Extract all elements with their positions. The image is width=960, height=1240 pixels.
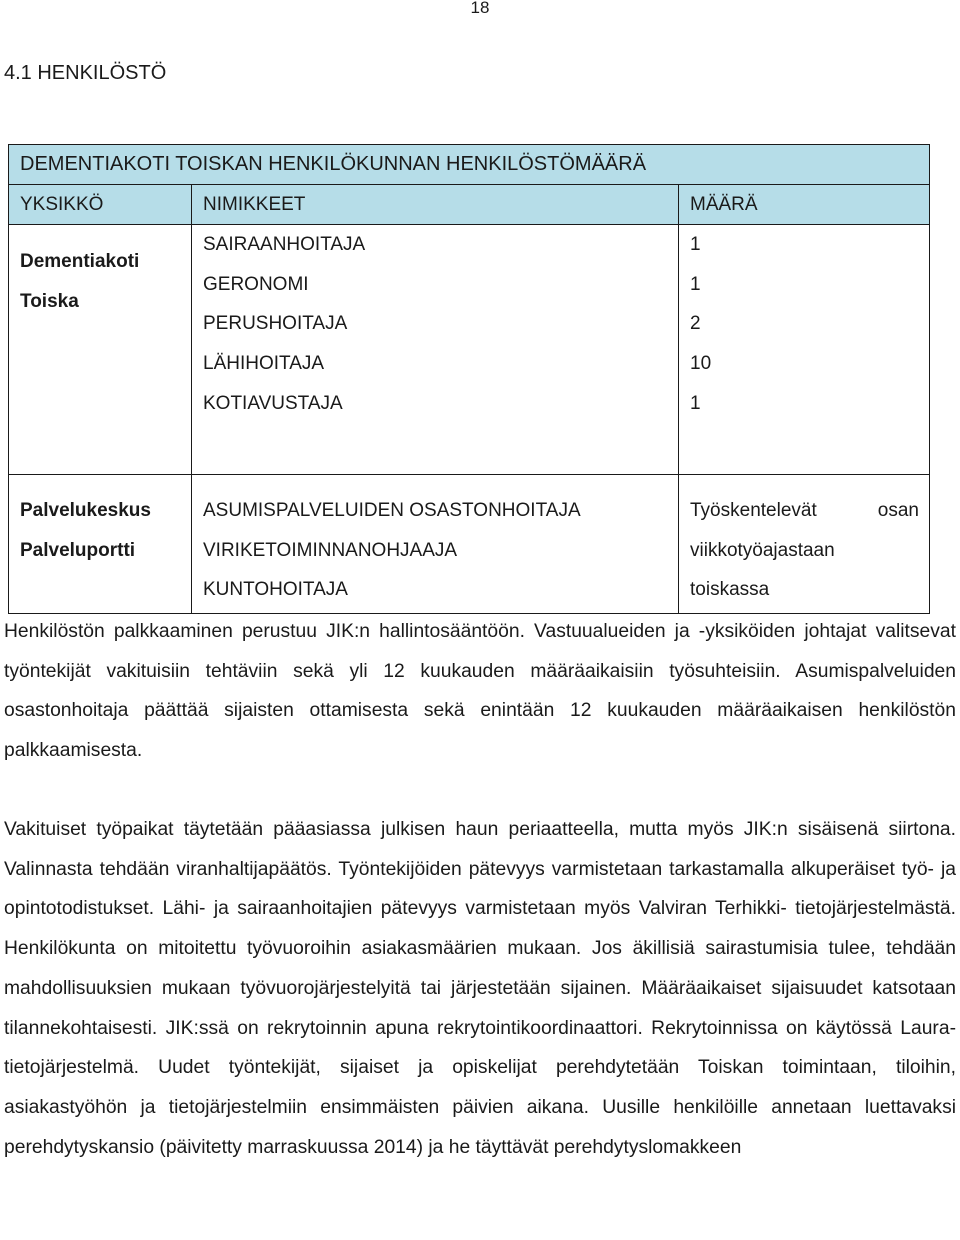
staffing-table [8,144,930,614]
job-title: VIRIKETOIMINNANOHJAAJA [203,539,458,561]
header-unit: YKSIKKÖ [9,185,192,225]
unit-name: Palveluportti [20,539,136,561]
note-word: Työskentelevät [690,500,817,521]
header-count: MÄÄRÄ [679,185,930,225]
unit-cell [9,225,192,475]
paragraph-hiring-process: Vakituiset työpaikat täytetään pääasiassa julkisen haun periaatteella, mutta myös JIK:n sisäisenä siirtona. Valinnasta tehdään viranhaltijapäätös. Työntekijöiden pätevyys varmistetaan tarkastamalla alkuperäiset työ- ja opintotodistukset. Lähi- ja sairaanhoitajien pätevyys varmistetaan myös Valviran Terhikki- tietojärjestelmästä. Henkilökunta on mitoitettu työvuoroihin asiakasmäärien mukaan. Jos äkillisiä sairastumisia tulee, tehdään mahdollisuuksien mukaan työvuorojärjestelyitä tai järjestetään sijainen. Määräaikaiset sijaisuudet katsotaan tilannekohtaisesti. JIK:ssä on rekrytoinnin apuna rekrytointikoordinaattori. Rekrytoinnissa on käytössä Laura- tietojärjestelmä. Uudet työntekijät, sijaiset ja opiskelijat perehdytetään Toiskan toimintaan, tiloihin, asiakastyöhön ja tietojärjestelmiin ensimmäisten päivien aikana. Uusille henkilöille annetaan luettavaksi perehdytyskansio (päivitetty marraskuussa 2014) ja he täyttävät perehdytyslomakkeen [4,819,956,1158]
table-title: DEMENTIAKOTI TOISKAN HENKILÖKUNNAN HENKILÖSTÖMÄÄRÄ [9,145,930,185]
table-row [9,475,930,614]
titles-cell [192,475,679,614]
job-title: SAIRAANHOITAJA [203,234,366,255]
unit-cell [9,475,192,614]
unit-name: Toiska [20,291,79,312]
note-word: osan [877,500,919,521]
job-title: PERUSHOITAJA [203,313,348,335]
note-cell [679,475,930,614]
header-titles: NIMIKKEET [192,185,679,225]
counts-cell [679,225,930,475]
job-title: GERONOMI [203,273,309,295]
staff-count: 1 [690,234,701,255]
job-title: LÄHIHOITAJA [203,353,325,375]
table-header-row [9,185,930,225]
staff-count: 1 [690,392,701,414]
note-line [690,491,929,531]
paragraph-recruitment-policy: Henkilöstön palkkaaminen perustuu JIK:n hallintosääntöön. Vastuualueiden ja -yksiköiden johtajat valitsevat työntekijät vakituisiin tehtäviin sekä yli 12 kuukauden määräaikaisiin työsuhteisiin. Asumispalveluiden osastonhoitaja päättää sijaisten ottamisesta sekä enintään 12 kuukauden määräaikaisen henkilöstön palkkaamisesta. [4,621,956,762]
job-title: KUNTOHOITAJA [203,579,348,601]
note-line: toiskassa [690,579,770,601]
unit-name: Palvelukeskus [20,500,151,521]
job-title: ASUMISPALVELUIDEN OSASTONHOITAJA [203,500,581,521]
page-number: 18 [470,0,490,17]
section-heading: 4.1 HENKILÖSTÖ [4,62,167,84]
table-row [9,225,930,475]
table-title-row [9,145,930,185]
staff-count: 1 [690,273,701,295]
titles-cell [192,225,679,475]
unit-name: Dementiakoti [20,251,140,272]
note-line: viikkotyöajastaan [690,539,835,561]
staff-count: 10 [690,353,712,375]
job-title: KOTIAVUSTAJA [203,392,343,414]
staff-count: 2 [690,313,701,335]
